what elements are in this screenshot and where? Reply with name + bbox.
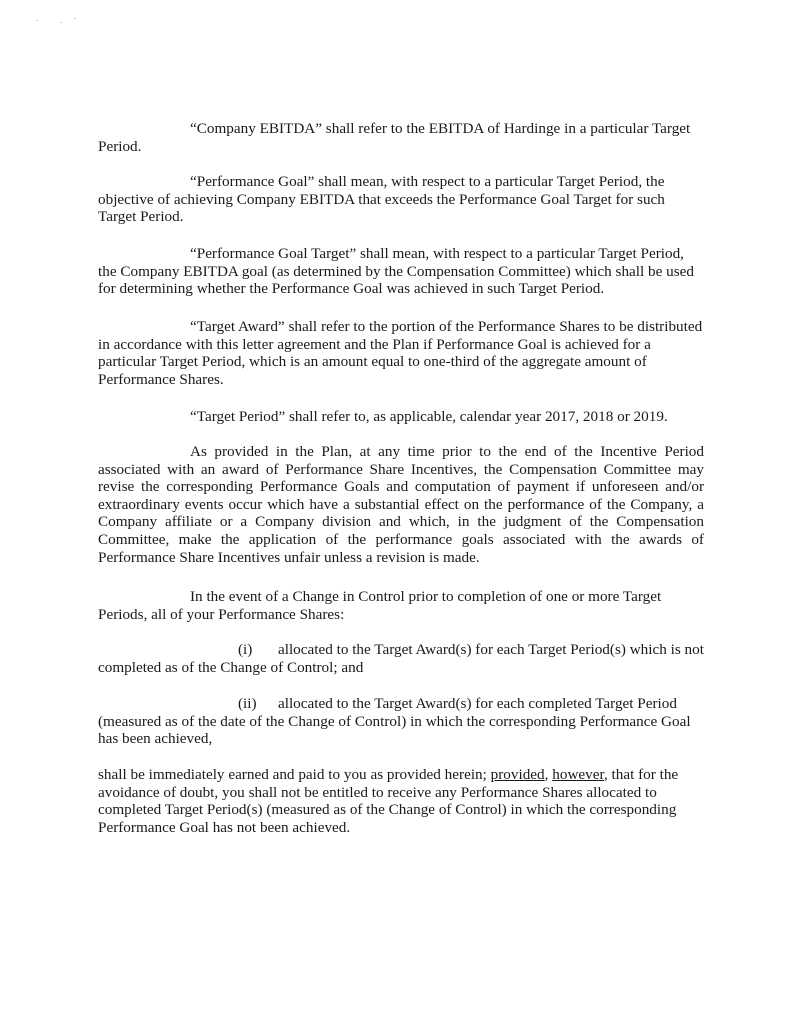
scan-artifact <box>60 22 62 23</box>
list-item-number: (ii) <box>238 695 257 712</box>
list-item-text: allocated to the Target Award(s) for each Target Period(s) which is not completed as of the Change of Control; and <box>98 641 704 676</box>
list-item-text: allocated to the Target Award(s) for each completed Target Period (measured as of the date of the Change of Control) in which the corresponding Performance Goal has been achieved, <box>98 695 691 748</box>
definition-company-ebitda: “Company EBITDA” shall refer to the EBITDA of Hardinge in a particular Target Period. <box>98 120 691 155</box>
provided-underlined: provided <box>490 766 545 783</box>
closing-comma: , <box>544 766 553 783</box>
closing-text-start: shall be immediately earned and paid to you as provided herein; <box>98 766 491 783</box>
closing-text-end: , that for the avoidance of doubt, you shall not be entitled to receive any Performance Shares allocated to completed Target Period(s) (measured as of the Change of Control) in which the corresponding Performance Goal has not been achieved. <box>98 766 679 836</box>
scan-artifact <box>74 18 76 19</box>
list-item-number: (i) <box>238 641 253 658</box>
definition-performance-goal: “Performance Goal” shall mean, with respect to a particular Target Period, the objective of achieving Company EBITDA that exceeds the Performance Goal Target for such Target Period. <box>98 173 665 226</box>
definition-performance-goal-target: “Performance Goal Target” shall mean, with respect to a particular Target Period, the Company EBITDA goal (as determined by the Compensation Committee) which shall be used for determining whether the Performance Goal was achieved in such Target Period. <box>98 245 694 298</box>
scan-artifact <box>36 20 38 21</box>
closing-paragraph <box>98 766 704 836</box>
list-item-ii <box>98 695 704 748</box>
however-underlined: however <box>552 766 604 783</box>
definition-target-period: “Target Period” shall refer to, as applicable, calendar year 2017, 2018 or 2019. <box>190 408 668 425</box>
definition-target-award: “Target Award” shall refer to the portion of the Performance Shares to be distributed in accordance with this letter agreement and the Plan if Performance Goal is achieved for a particular Target Period, which is an amount equal to one-third of the aggregate amount of Performance Shares. <box>98 318 703 388</box>
plan-revision-paragraph: As provided in the Plan, at any time prior to the end of the Incentive Period associated with an award of Performance Share Incentives, the Compensation Committee may revise the corresponding Performance Goals and computation of payment if unforeseen and/or extraordinary events occur which have a substantial effect on the performance of the Company, a Company affiliate or a Company division and which, in the judgment of the Compensation Committee, make the application of the performance goals associated with the awards of Performance Share Incentives unfair unless a revision is made. <box>98 443 704 566</box>
change-in-control-paragraph: In the event of a Change in Control prior to completion of one or more Target Periods, all of your Performance Shares: <box>98 588 662 623</box>
list-item-i <box>98 641 704 676</box>
